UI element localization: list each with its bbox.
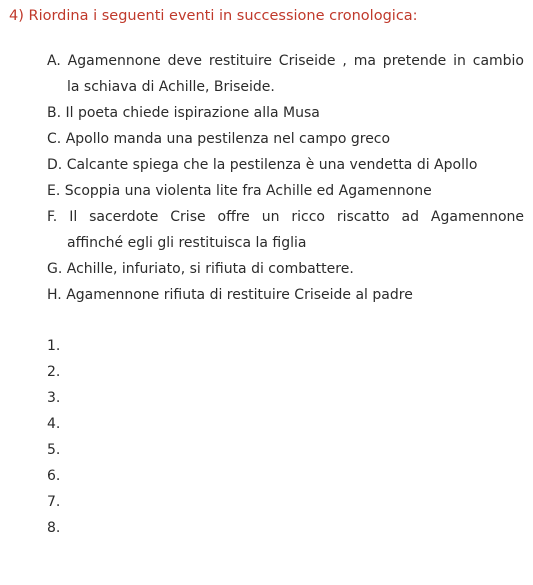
event-text: Il sacerdote Crise offre un ricco riscatto ad Agamennone — [69, 209, 525, 225]
event-text-continuation: affinché egli gli restituisca la figlia — [67, 235, 307, 251]
event-text: Apollo manda una pestilenza nel campo greco — [65, 131, 391, 147]
answer-slot-1[interactable]: 1. — [47, 338, 61, 354]
event-item-h — [47, 282, 524, 308]
answer-slot-8[interactable]: 8. — [47, 520, 61, 536]
event-item-f — [47, 204, 524, 256]
event-letter: C. — [47, 131, 62, 147]
event-letter: B. — [47, 105, 62, 121]
event-letter: D. — [47, 157, 63, 173]
answer-slot-3[interactable]: 3. — [47, 390, 61, 406]
event-item-g — [47, 256, 524, 282]
event-text: Agamennone rifiuta di restituire Criseide al padre — [66, 287, 413, 303]
event-item-d — [47, 152, 524, 178]
event-letter: H. — [47, 287, 62, 303]
event-text: Achille, infuriato, si rifiuta di combattere. — [66, 261, 354, 277]
event-text: Scoppia una violenta lite fra Achille ed Agamennone — [64, 183, 432, 199]
events-list — [47, 48, 524, 308]
answer-slot-7[interactable]: 7. — [47, 494, 61, 510]
answer-slot-5[interactable]: 5. — [47, 442, 61, 458]
event-item-b — [47, 100, 524, 126]
event-item-c — [47, 126, 524, 152]
event-letter: F. — [47, 209, 58, 225]
event-letter: A. — [47, 53, 61, 69]
answer-slot-2[interactable]: 2. — [47, 364, 61, 380]
event-text: Il poeta chiede ispirazione alla Musa — [65, 105, 320, 121]
event-text: Calcante spiega che la pestilenza è una vendetta di Apollo — [66, 157, 478, 173]
answer-slot-6[interactable]: 6. — [47, 468, 61, 484]
event-text: Agamennone deve restituire Criseide , ma pretende in cambio — [67, 53, 524, 69]
event-item-a — [47, 48, 524, 100]
answer-list — [47, 333, 60, 541]
event-item-e — [47, 178, 524, 204]
event-letter: G. — [47, 261, 63, 277]
question-title: 4) Riordina i seguenti eventi in successione cronologica: — [9, 8, 418, 24]
event-letter: E. — [47, 183, 61, 199]
answer-slot-4[interactable]: 4. — [47, 416, 61, 432]
event-text-continuation: la schiava di Achille, Briseide. — [67, 79, 275, 95]
